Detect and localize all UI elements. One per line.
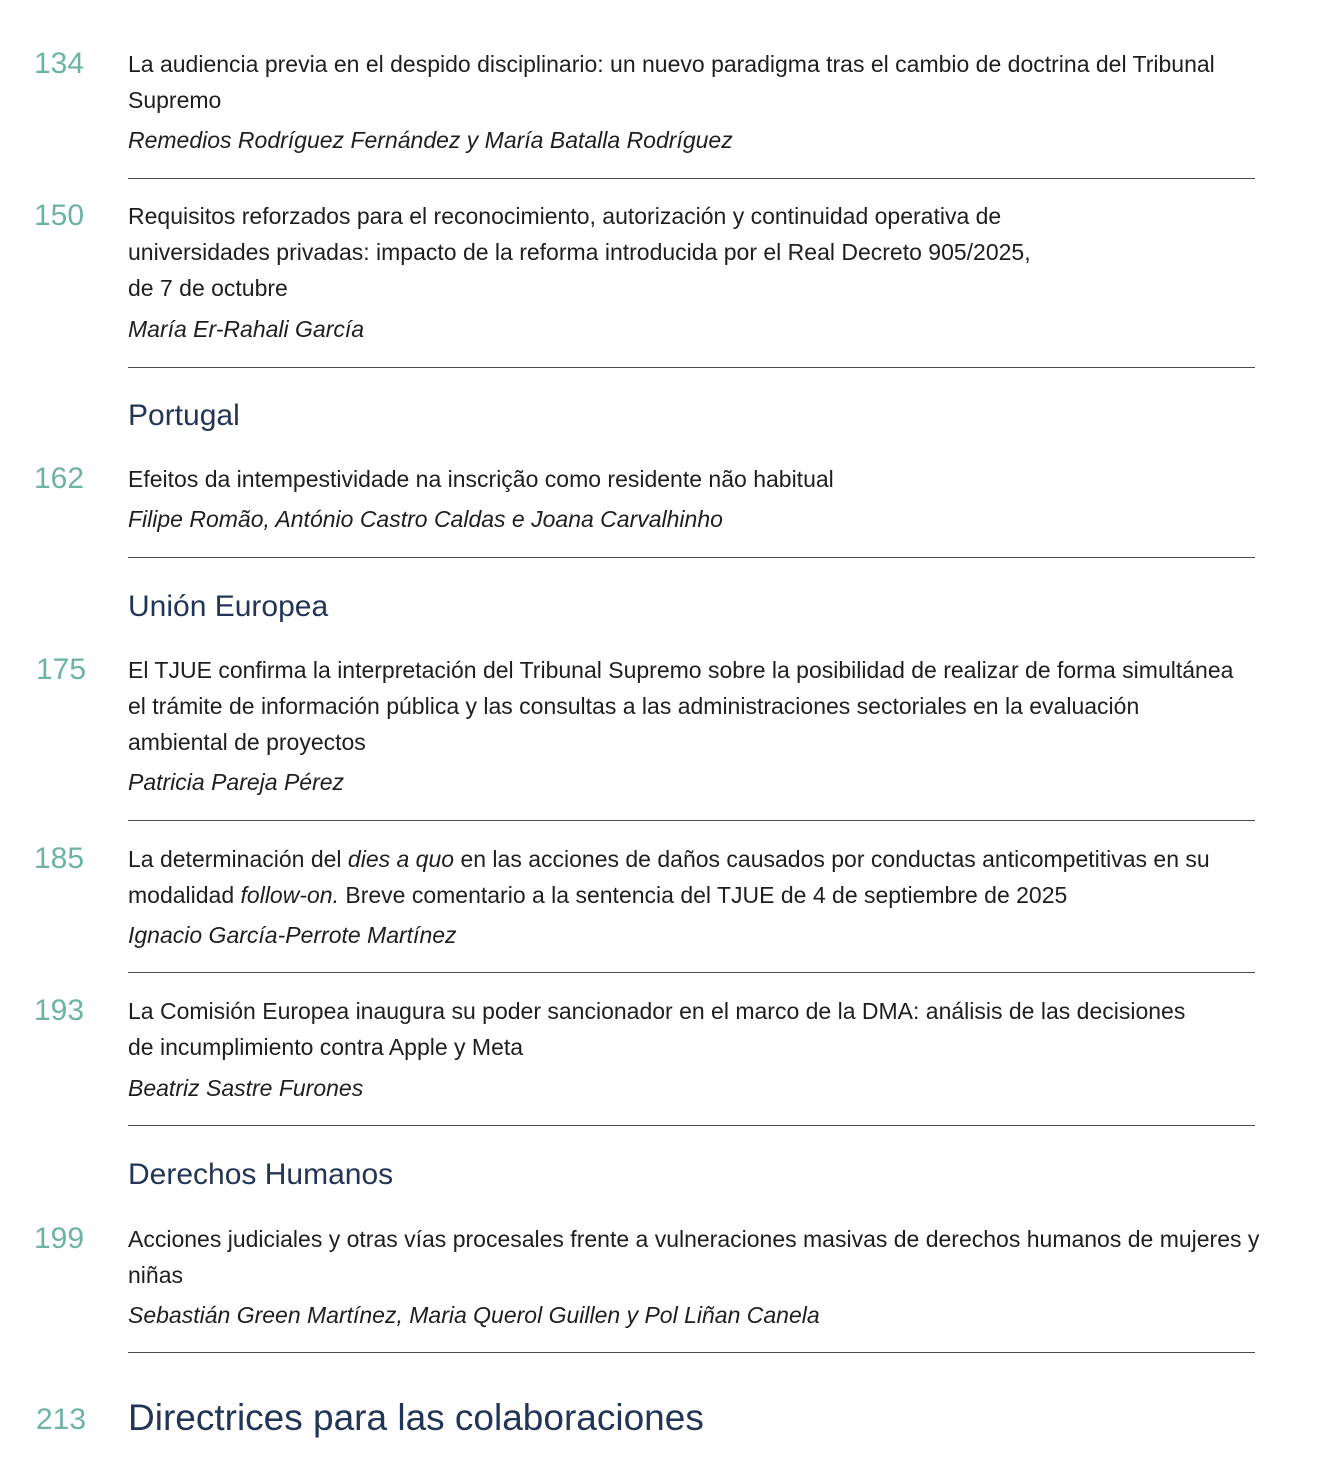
entry-authors: Sebastián Green Martínez, Maria Querol Guillen y Pol Liñan Canela — [128, 1302, 820, 1328]
section-heading-union-europea: Unión Europea — [128, 590, 329, 623]
page-number: 162 — [34, 462, 85, 495]
divider — [128, 820, 1255, 821]
title-text: en las acciones de daños causados por conductas anticompetitivas en su modalidad — [128, 846, 1210, 908]
section-heading-portugal: Portugal — [128, 399, 240, 432]
title-text: La determinación del — [128, 846, 348, 872]
title-text: Breve comentario a la sentencia del TJUE de 4 de septiembre de 2025 — [338, 882, 1068, 908]
entry-authors: Remedios Rodríguez Fernández y María Batalla Rodríguez — [128, 127, 733, 153]
page-number: 193 — [34, 994, 85, 1027]
divider — [128, 1352, 1255, 1353]
page-number: 134 — [34, 47, 85, 80]
title-italic-text: dies a quo — [347, 846, 455, 872]
page-number: 175 — [36, 653, 87, 686]
page-number: 199 — [34, 1222, 85, 1255]
divider — [128, 367, 1255, 368]
entry-title: Efeitos da intempestividade na inscrição como residente não habitual — [128, 466, 834, 492]
title-italic-text: follow-on. — [240, 882, 339, 908]
entry-title-line: Requisitos reforzados para el reconocimiento, autorización y continuidad operativa de — [128, 203, 1002, 229]
entry-authors: María Er-Rahali García — [128, 316, 365, 342]
divider — [128, 972, 1255, 973]
entry-authors: Beatriz Sastre Furones — [128, 1075, 364, 1101]
entry-title: La Comisión Europea inaugura su poder sancionador en el marco de la DMA: análisis de las decisiones de incumplimiento contra Apple y Meta — [128, 998, 1186, 1060]
page-number: 213 — [36, 1403, 87, 1436]
entry-title-line: universidades privadas: impacto de la reforma introducida por el Real Decreto 905/2025, — [128, 239, 1031, 265]
page-number: 185 — [34, 842, 85, 875]
final-section-title: Directrices para las colaboraciones — [128, 1397, 704, 1438]
entry-title — [128, 841, 1258, 913]
divider — [128, 557, 1255, 558]
entry-title: La audiencia previa en el despido disciplinario: un nuevo paradigma tras el cambio de doctrina del Tribunal Supremo — [128, 51, 1215, 113]
entry-authors: Patricia Pareja Pérez — [128, 769, 345, 795]
entry-title-line: de 7 de octubre — [128, 275, 288, 301]
entry-authors: Ignacio García-Perrote Martínez — [128, 922, 457, 948]
divider — [128, 178, 1255, 179]
entry-authors: Filipe Romão, António Castro Caldas e Joana Carvalhinho — [128, 506, 723, 532]
entry-title: Acciones judiciales y otras vías procesales frente a vulneraciones masivas de derechos humanos de mujeres y niñas — [128, 1226, 1260, 1288]
section-heading-derechos-humanos: Derechos Humanos — [128, 1158, 394, 1191]
page-number: 150 — [34, 199, 85, 232]
entry-title — [128, 198, 1258, 306]
entry-title: El TJUE confirma la interpretación del Tribunal Supremo sobre la posibilidad de realizar de forma simultánea el trámite de información pública y las consultas a las administraciones sectoriales en la evaluación ambiental de proyectos — [128, 657, 1234, 755]
divider — [128, 1125, 1255, 1126]
